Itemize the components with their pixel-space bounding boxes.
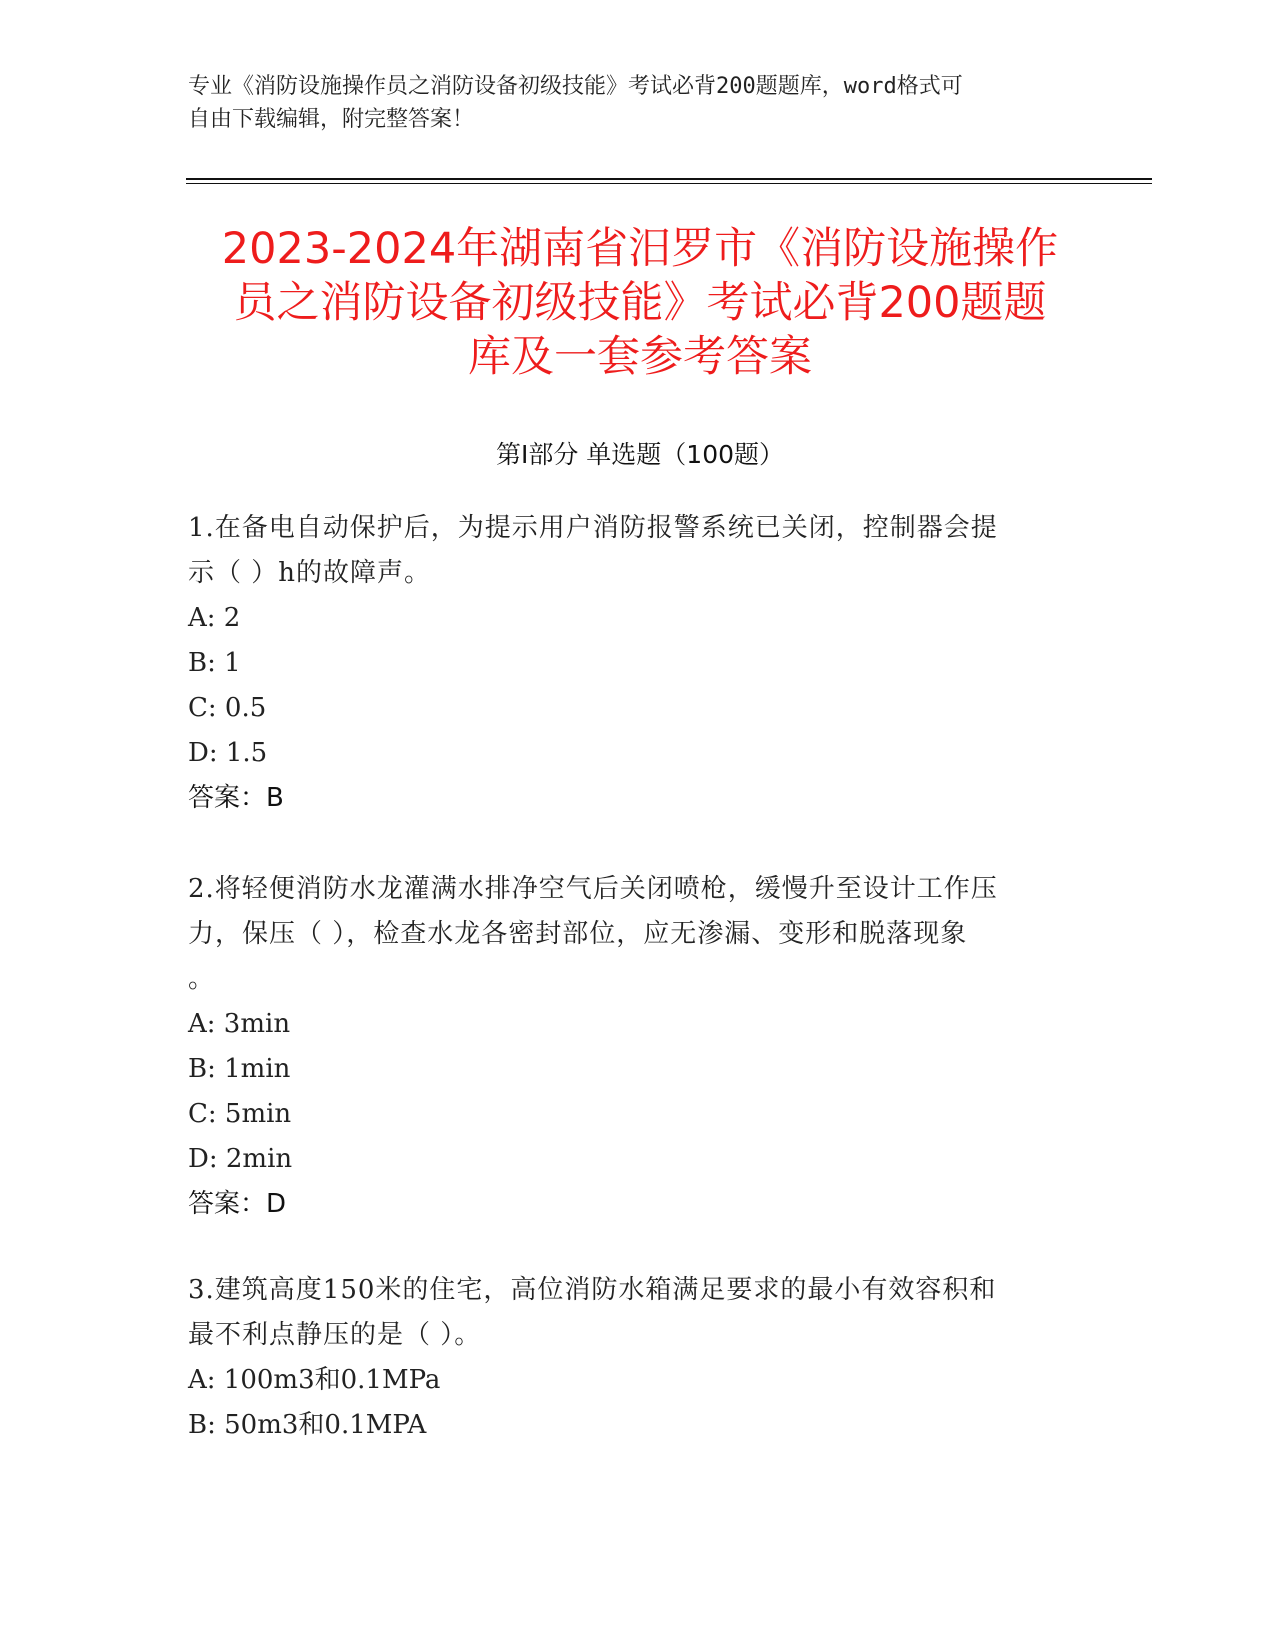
question-3 [188,1268,1068,1448]
header-divider-thick [186,178,1152,180]
question-stem-line: 力，保压（ ），检查水龙各密封部位，应无渗漏、变形和脱落现象 [188,919,968,949]
question-stem-line: 2.将轻便消防水龙灌满水排净空气后关闭喷枪，缓慢升至设计工作压 [188,874,998,904]
question-option-a: A: 3min [188,1009,291,1039]
section-heading: 第Ⅰ部分 单选题（100题） [495,440,785,469]
document-title-line-2: 员之消防设备初级技能》考试必背200题题 [233,278,1047,328]
question-1 [188,506,1068,821]
question-stem-line: 。 [188,964,216,994]
question-option-c: C: 5min [188,1099,292,1129]
header-divider-thin [186,183,1152,184]
question-stem-line: 最不利点静压的是（ ）。 [188,1320,482,1350]
document-title-line-1: 2023-2024年湖南省汨罗市《消防设施操作 [221,224,1059,274]
question-stem-line: 1.在备电自动保护后，为提示用户消防报警系统已关闭，控制器会提 [188,513,998,543]
question-option-a: A: 100m3和0.1MPa [188,1365,441,1395]
document-title [160,222,1120,384]
header-note-line-1: 专业《消防设施操作员之消防设备初级技能》考试必背200题题库，word格式可 [188,74,963,99]
header-note-line-2: 自由下载编辑，附完整答案！ [188,107,475,132]
question-option-b: B: 1min [188,1054,291,1084]
question-stem-line: 示（ ）h的故障声。 [188,558,432,588]
question-option-d: D: 1.5 [188,738,268,768]
question-stem-line: 3.建筑高度150米的住宅，高位消防水箱满足要求的最小有效容积和 [188,1275,997,1305]
header-note [188,70,1088,136]
question-answer: 答案：D [188,1189,287,1219]
question-option-d: D: 2min [188,1144,293,1174]
question-answer: 答案：B [188,783,284,813]
question-2 [188,867,1068,1227]
question-option-c: C: 0.5 [188,693,267,723]
question-option-a: A: 2 [188,603,241,633]
question-option-b: B: 1 [188,648,241,678]
question-option-b: B: 50m3和0.1MPA [188,1410,427,1440]
document-title-line-3: 库及一套参考答案 [468,332,812,382]
